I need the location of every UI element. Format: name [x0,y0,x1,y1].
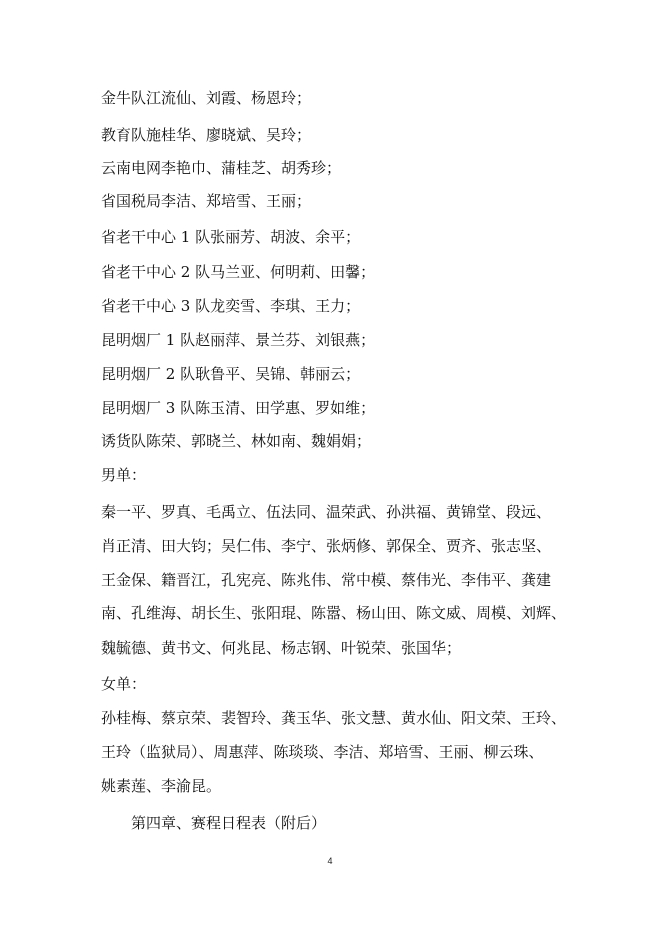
text-line-tobacco-3: 昆明烟厂 3 队陈玉清、田学惠、罗如维； [101,399,376,417]
text-line-veterans-2: 省老干中心 2 队马兰亚、何明莉、田馨； [101,263,376,281]
text-line-jinniu-team: 金牛队江流仙、刘霞、杨恩玲； [101,89,312,107]
mens-singles-line-5: 魏毓德、黄书文、何兆昆、杨志钢、叶锐荣、张国华； [101,639,462,657]
text-line-yunnan-grid: 云南电网李艳巾、蒲桂芝、胡秀珍； [101,159,342,177]
page-number: 4 [327,856,333,866]
mens-singles-line-2: 肖正清、田大钧；吴仁伟、李宁、张炳修、郭保全、贾齐、张志坚、 [101,537,552,555]
section-heading-mens-singles: 男单： [101,466,147,484]
text-line-education-team: 教育队施桂华、廖晓斌、吴玲； [101,126,312,144]
text-line-tobacco-2: 昆明烟厂 2 队耿鲁平、吴锦、韩丽云； [101,365,361,383]
womens-singles-line-2: 王玲（监狱局）、周惠萍、陈琰琰、李洁、郑培雪、王丽、柳云珠、 [101,743,544,761]
text-line-goods-team: 诱货队陈荣、郭晓兰、林如南、魏娟娟； [101,432,372,450]
chapter-four-heading: 第四章、赛程日程表（附后） [131,814,327,832]
mens-singles-line-3: 王金保、籍晋江，孔宪亮、陈兆伟、常中模、蔡伟光、李伟平、龚建 [101,571,552,589]
mens-singles-line-4: 南、孔维海、胡长生、张阳琨、陈嚣、杨山田、陈文威、周模、刘辉、 [101,604,567,622]
text-line-veterans-1: 省老干中心 1 队张丽芳、胡波、余平； [101,228,361,246]
section-heading-womens-singles: 女单： [101,675,147,693]
mens-singles-line-1: 秦一平、罗真、毛禹立、伍法同、温荣武、孙洪福、黄锦堂、段远、 [101,503,552,521]
text-line-tax-bureau: 省国税局李洁、郑培雪、王丽； [101,192,312,210]
text-line-tobacco-1: 昆明烟厂 1 队赵丽萍、景兰芬、刘银燕； [101,331,376,349]
womens-singles-line-1: 孙桂梅、蔡京荣、裴智玲、龚玉华、张文慧、黄水仙、阳文荣、王玲、 [101,709,567,727]
text-line-veterans-3: 省老干中心 3 队龙奕雪、李琪、王力； [101,297,361,315]
womens-singles-line-3: 姚素莲、李渝昆。 [101,777,222,795]
